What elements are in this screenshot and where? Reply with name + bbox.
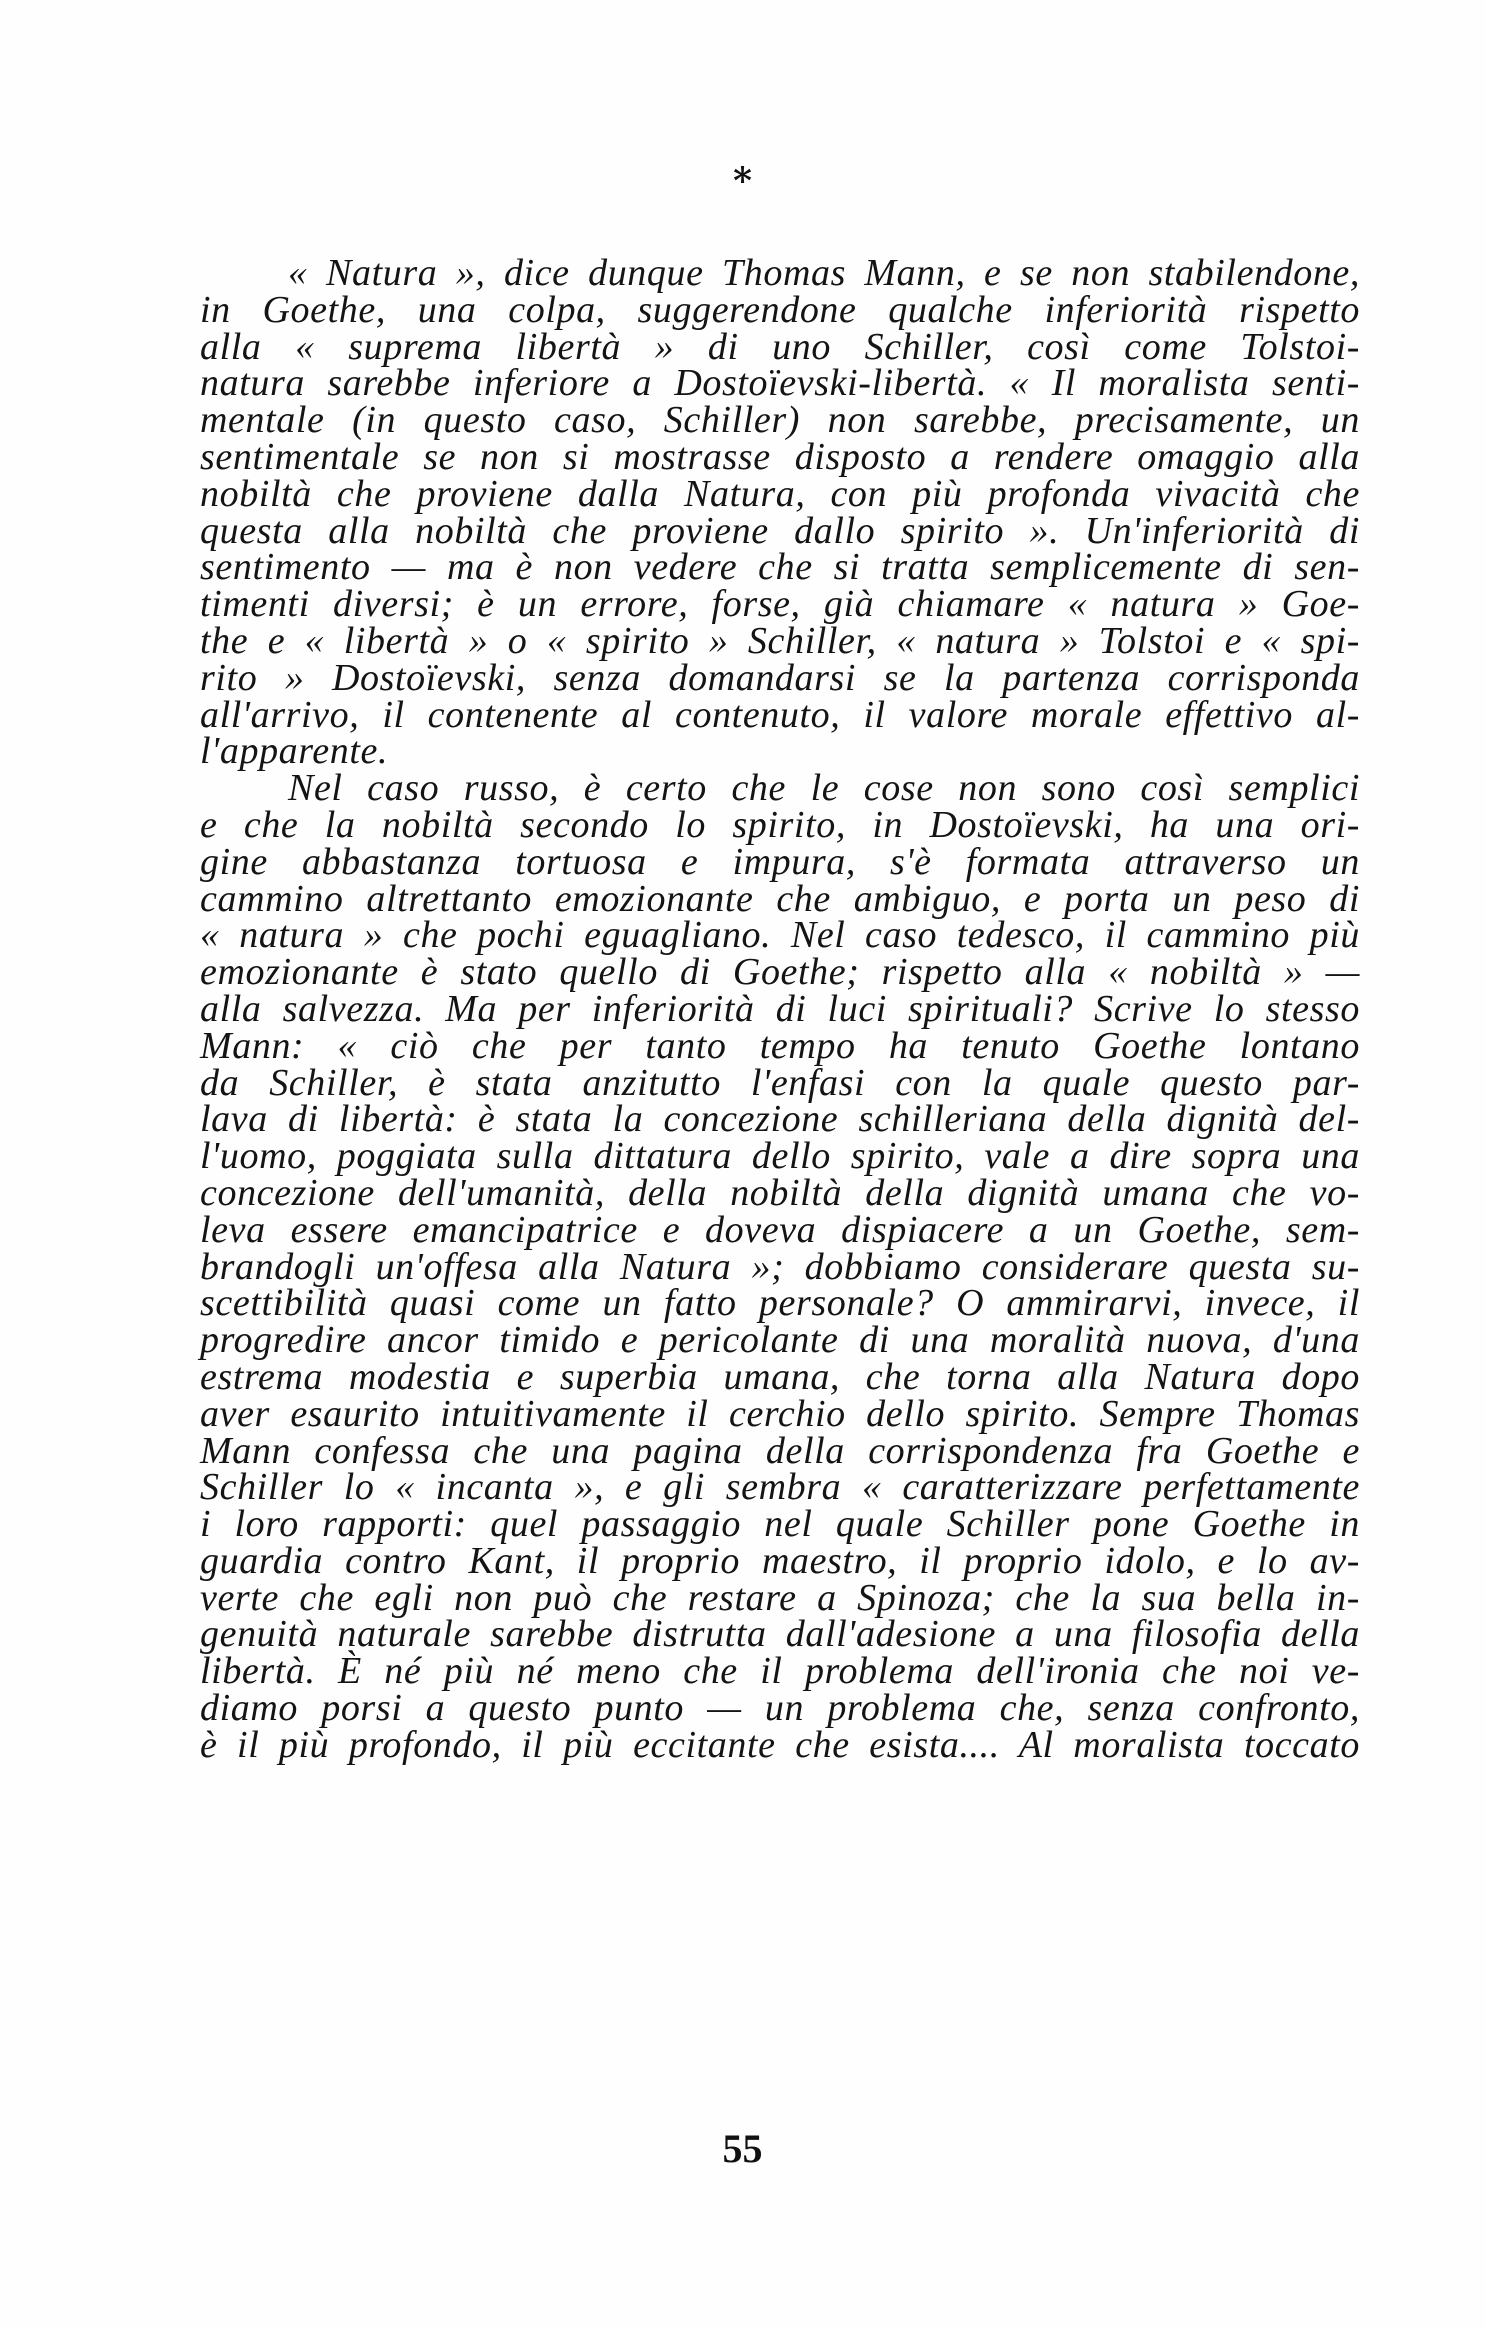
text-line: guardia contro Kant, il proprio maestro, il proprio idolo, e lo av-: [200, 1539, 1360, 1582]
paragraph: [200, 767, 1360, 1766]
text-line: lava di libertà: è stata la concezione schilleriana della dignità del-: [200, 1098, 1360, 1141]
text-line: l'apparente.: [200, 730, 389, 773]
text-line: in Goethe, una colpa, suggerendone qualche inferiorità rispetto: [200, 288, 1360, 331]
text-line: questa alla nobiltà che proviene dallo spirito ». Un'inferiorità di: [200, 509, 1360, 552]
text-line: Mann confessa che una pagina della corrispondenza fra Goethe e: [200, 1429, 1360, 1472]
text-line: aver esaurito intuitivamente il cerchio dello spirito. Sempre Thomas: [200, 1392, 1360, 1435]
text-line: Mann: « ciò che per tanto tempo ha tenuto Goethe lontano: [200, 1024, 1360, 1067]
text-line: all'arrivo, il contenente al contenuto, il valore morale effettivo al-: [200, 693, 1360, 736]
text-line: l'uomo, poggiata sulla dittatura dello spirito, vale a dire sopra una: [200, 1135, 1360, 1178]
text-line: « Natura », dice dunque Thomas Mann, e se non stabilendone,: [288, 252, 1360, 294]
text-line: natura sarebbe inferiore a Dostoïevski-libertà. « Il moralista senti-: [200, 362, 1360, 405]
text-line: da Schiller, è stata anzitutto l'enfasi con la quale questo par-: [200, 1061, 1360, 1104]
text-line: timenti diversi; è un errore, forse, già chiamare « natura » Goe-: [200, 583, 1360, 626]
page-number: 55: [722, 2126, 763, 2171]
body-text: [200, 252, 1360, 1766]
text-line: cammino altrettanto emozionante che ambiguo, e porta un peso di: [200, 877, 1360, 920]
text-line: gine abbastanza tortuosa e impura, s'è formata attraverso un: [200, 840, 1360, 883]
text-line: libertà. È né più né meno che il problema dell'ironia che noi ve-: [200, 1650, 1360, 1693]
text-line: alla salvezza. Ma per inferiorità di luci spirituali? Scrive lo stesso: [200, 987, 1360, 1030]
text-line: alla « suprema libertà » di uno Schiller, così come Tolstoi-: [200, 325, 1360, 368]
text-line: i loro rapporti: quel passaggio nel quale Schiller pone Goethe in: [200, 1503, 1360, 1546]
text-line: e che la nobiltà secondo lo spirito, in Dostoïevski, ha una ori-: [200, 803, 1360, 846]
text-line: progredire ancor timido e pericolante di una moralità nuova, d'una: [200, 1319, 1360, 1362]
text-line: scettibilità quasi come un fatto personale? O ammirarvi, invece, il: [200, 1282, 1360, 1325]
text-line: è il più profondo, il più eccitante che esista.... Al moralista toccato: [200, 1723, 1360, 1766]
text-line: diamo porsi a questo punto — un problema che, senza confronto,: [200, 1687, 1360, 1730]
text-line: nobiltà che proviene dalla Natura, con più profonda vivacità che: [200, 472, 1360, 515]
text-line: sentimento — ma è non vedere che si tratta semplicemente di sen-: [200, 546, 1360, 589]
text-line: Nel caso russo, è certo che le cose non sono così semplici: [288, 767, 1360, 810]
text-line: genuità naturale sarebbe distrutta dall'adesione a una filosofia della: [200, 1613, 1360, 1656]
text-line: mentale (in questo caso, Schiller) non sarebbe, precisamente, un: [200, 399, 1360, 442]
text-line: verte che egli non può che restare a Spinoza; che la sua bella in-: [200, 1576, 1360, 1619]
text-line: estrema modestia e superbia umana, che torna alla Natura dopo: [200, 1355, 1360, 1398]
section-break-asterisk: *: [733, 160, 752, 202]
text-line: sentimentale se non si mostrasse disposto a rendere omaggio alla: [200, 435, 1360, 478]
text-line: brandogli un'offesa alla Natura »; dobbiamo considerare questa su-: [200, 1245, 1360, 1288]
text-line: concezione dell'umanità, della nobiltà della dignità umana che vo-: [200, 1171, 1360, 1214]
text-line: rito » Dostoïevski, senza domandarsi se la partenza corrisponda: [200, 656, 1360, 699]
text-line: emozionante è stato quello di Goethe; rispetto alla « nobiltà » —: [200, 951, 1360, 994]
text-line: « natura » che pochi eguagliano. Nel caso tedesco, il cammino più: [200, 914, 1360, 957]
paragraph: [200, 252, 1360, 773]
text-line: Schiller lo « incanta », e gli sembra « caratterizzare perfettamente: [200, 1466, 1360, 1509]
text-line: the e « libertà » o « spirito » Schiller, « natura » Tolstoi e « spi-: [200, 619, 1360, 662]
text-line: leva essere emancipatrice e doveva dispiacere a un Goethe, sem-: [200, 1208, 1360, 1251]
